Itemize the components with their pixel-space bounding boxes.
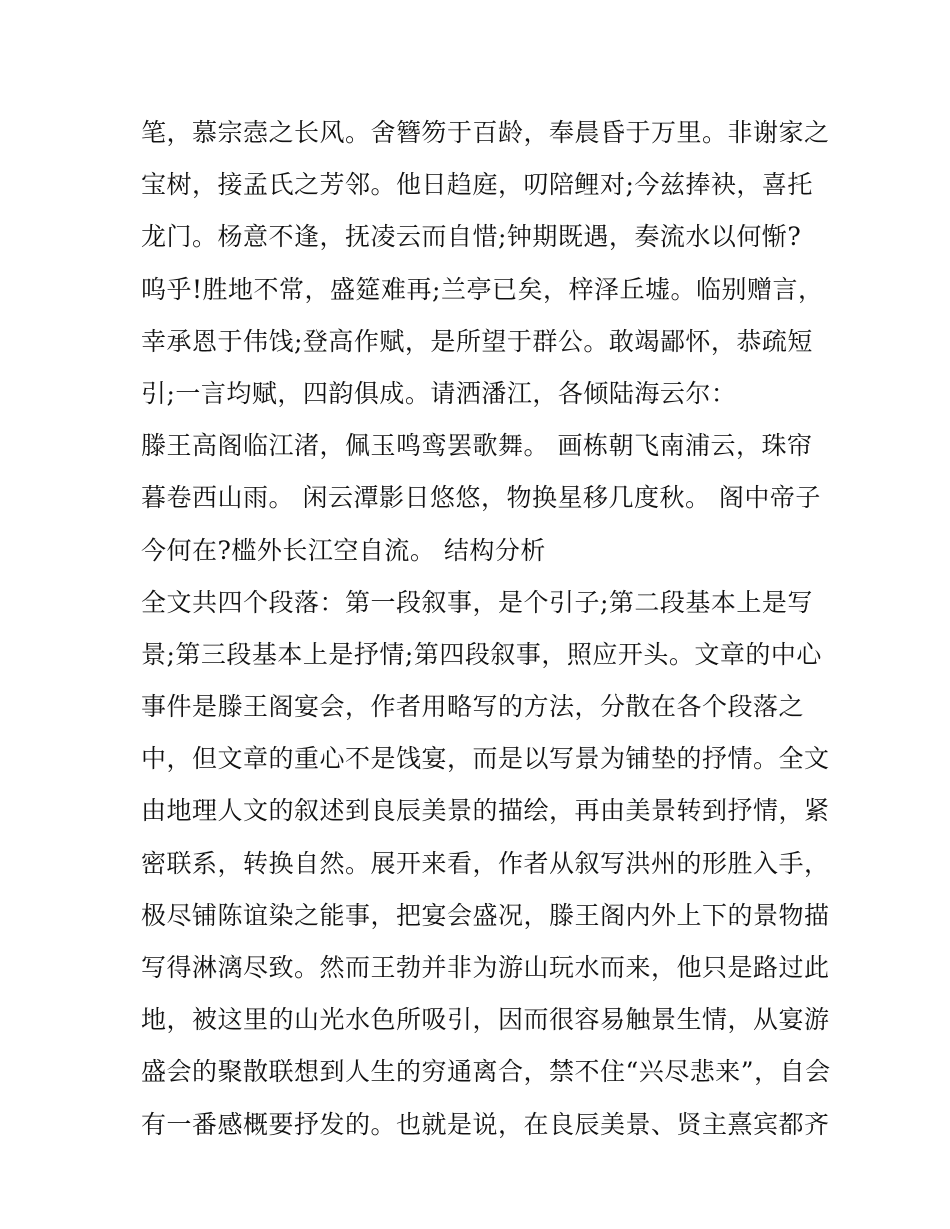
text-line: 密联系，转换自然。展开来看，作者从叙写洪州的形胜入手， — [141, 848, 830, 878]
text-line: 有一番感概要抒发的。也就是说，在良辰美景、贤主熹宾都齐 — [141, 1109, 830, 1139]
poem-line: 今何在?槛外长江空自流。 结构分析 — [141, 535, 546, 565]
text-line: 龙门。杨意不逢，抚凌云而自惜;钟期既遇，奏流水以何惭? — [141, 222, 802, 252]
poem-line: 暮卷西山雨。 闲云潭影日悠悠，物换星移几度秋。 阁中帝子 — [141, 483, 821, 513]
text-line: 引;一言均赋，四韵俱成。请洒潘江，各倾陆海云尔： — [141, 378, 737, 408]
text-line: 全文共四个段落：第一段叙事，是个引子;第二段基本上是写 — [141, 587, 813, 617]
text-line: 景;第三段基本上是抒情;第四段叙事，照应开头。文章的中心 — [141, 639, 822, 669]
text-line: 幸承恩于伟饯;登高作赋，是所望于群公。敢竭鄙怀，恭疏短 — [141, 326, 813, 356]
text-line: 事件是滕王阁宴会，作者用略写的方法，分散在各个段落之 — [141, 692, 805, 722]
text-line: 盛会的聚散联想到人生的穷通离合，禁不住“兴尽悲来”，自会 — [141, 1057, 831, 1087]
text-line: 宝树，接孟氏之芳邻。他日趋庭，叨陪鲤对;今兹捧袂，喜托 — [141, 170, 813, 200]
text-line: 极尽铺陈谊染之能事，把宴会盛况，滕王阁内外上下的景物描 — [141, 900, 830, 930]
body-text — [141, 107, 831, 1151]
text-line: 由地理人文的叙述到良辰美景的描绘，再由美景转到抒情，紧 — [141, 796, 830, 826]
text-line: 地，被这里的山光水色所吸引，因而很容易触景生情，从宴游 — [141, 1005, 830, 1035]
text-line: 中，但文章的重心不是饯宴，而是以写景为铺垫的抒情。全文 — [141, 744, 830, 774]
text-line: 呜乎!胜地不常，盛筵难再;兰亭已矣，梓泽丘墟。临别赠言， — [141, 274, 824, 304]
poem-line: 滕王高阁临江渚，佩玉鸣鸾罢歌舞。 画栋朝飞南浦云，珠帘 — [141, 431, 813, 461]
text-line: 写得淋漓尽致。然而王勃并非为游山玩水而来，他只是路过此 — [141, 953, 830, 982]
text-line: 笔，慕宗悫之长风。舍簪笏于百龄，奉晨昏于万里。非谢家之 — [141, 118, 830, 147]
